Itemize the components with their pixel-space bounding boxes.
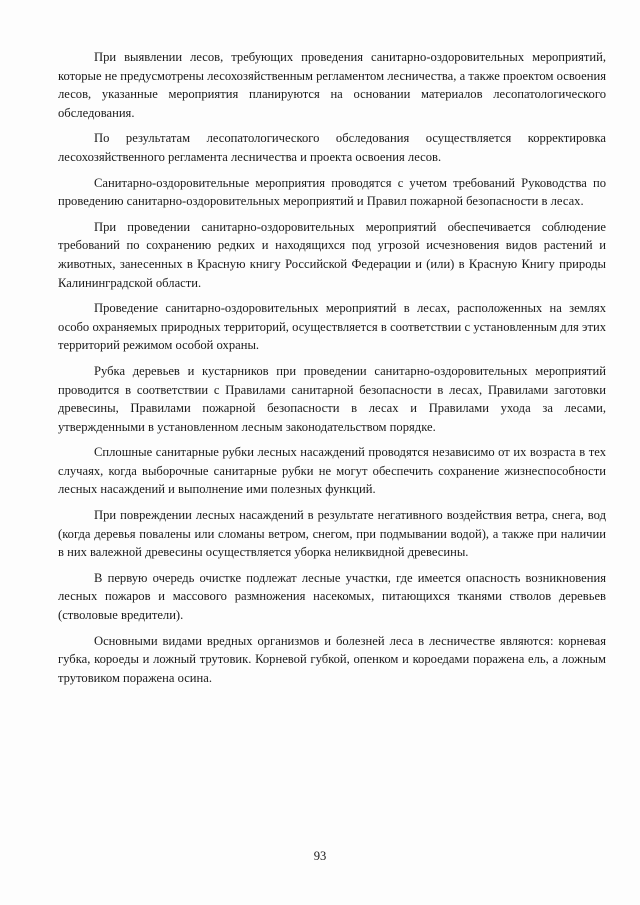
paragraph-9: В первую очередь очистке подлежат лесные участки, где имеется опасность возникновения лесных пожаров и массового размножения насекомых, питающихся тканями стволов деревьев (стволовые вредители). bbox=[58, 570, 606, 623]
paragraph-2: По результатам лесопатологического обследования осуществляется корректировка лесохозяйственного регламента лесничества и проекта освоения лесов. bbox=[58, 131, 606, 164]
body-text bbox=[58, 48, 606, 694]
paragraph-10: Основными видами вредных организмов и болезней леса в лесничестве являются: корневая губка, короеды и ложный трутовик. Корневой губкой, опенком и короедами поражена ель, а ложным трутовиком поражена осина. bbox=[58, 633, 606, 685]
paragraph-8: При повреждении лесных насаждений в результате негативного воздействия ветра, снега, вод (когда деревья повалены или сломаны ветром, снегом, при подмывании водой), а также при наличии в них валежной древесины осуществляется уборка неликвидной древесины. bbox=[58, 508, 606, 560]
paragraph-1: При выявлении лесов, требующих проведения санитарно-оздоровительных мероприятий, которые не предусмотрены лесохозяйственным регламентом лесничества, а также проектом освоения лесов, указанные мероприятия планируются на основании материалов лесопатологического обследования. bbox=[58, 50, 606, 120]
paragraph-3: Санитарно-оздоровительные мероприятия проводятся с учетом требований Руководства по проведению санитарно-оздоровительных мероприятий и Правил пожарной безопасности в лесах. bbox=[58, 175, 606, 209]
paragraph-7: Сплошные санитарные рубки лесных насаждений проводятся независимо от их возраста в тех случаях, когда выборочные санитарные рубки не могут обеспечить сохранение жизнеспособности лесных насаждений и выполнение ими полезных функций. bbox=[58, 445, 606, 497]
paragraph-5: Проведение санитарно-оздоровительных мероприятий в лесах, расположенных на землях особо охраняемых природных территорий, осуществляется в соответствии с установленным для этих территорий режимом особой охраны. bbox=[58, 301, 606, 353]
paragraph-4: При проведении санитарно-оздоровительных мероприятий обеспечивается соблюдение требований по сохранению редких и находящихся под угрозой исчезновения видов растений и животных, занесенных в Красную книгу Российской Федерации и (или) в Красную Книгу природы Калининградской области. bbox=[58, 219, 606, 290]
paragraph-6: Рубка деревьев и кустарников при проведении санитарно-оздоровительных мероприятий проводится в соответствии с Правилами санитарной безопасности в лесах, Правилами заготовки древесины, Правилами пожарной безопасности в лесах и Правилами ухода за лесами, утвержденными в установленном лесным законодательством порядке. bbox=[58, 363, 606, 434]
page-number: 93 bbox=[313, 849, 327, 863]
